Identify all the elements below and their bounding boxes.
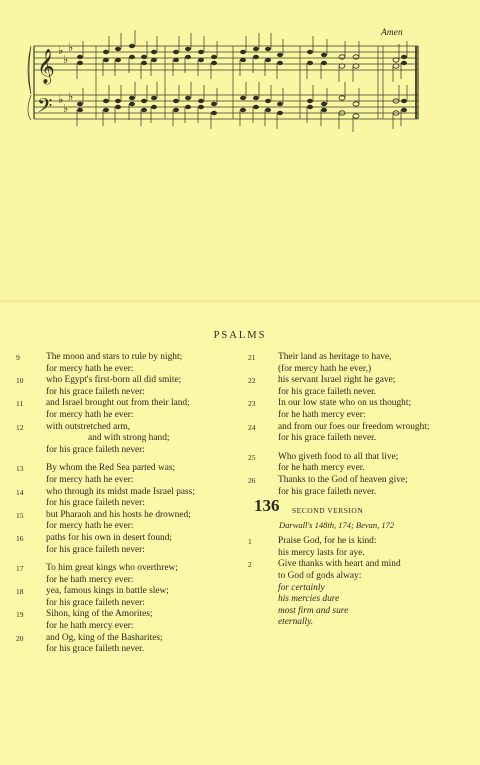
verse-text: and from our foes our freedom wrought; xyxy=(278,421,430,432)
verse-text: for he hath mercy ever. xyxy=(278,463,365,474)
verse-line xyxy=(248,433,476,445)
verse-line xyxy=(16,433,238,445)
verse-text: most firm and sure xyxy=(278,605,349,616)
verse-line xyxy=(248,617,476,629)
verse-line xyxy=(16,375,238,387)
verse-number: 23 xyxy=(248,399,256,409)
verse-text: who Egypt's first-born all did smite; xyxy=(46,375,182,386)
verse-line xyxy=(16,563,238,575)
verse-number: 15 xyxy=(16,510,24,520)
verse-number: 25 xyxy=(248,452,256,462)
verse-line xyxy=(248,548,476,560)
verse-line xyxy=(248,352,476,364)
verse-number: 9 xyxy=(16,353,20,362)
verse-line xyxy=(248,364,476,376)
verse-text: for he hath mercy ever: xyxy=(46,574,134,585)
verse-text: his mercy lasts for aye. xyxy=(278,547,365,558)
verse-text: Who giveth food to all that live; xyxy=(278,451,399,462)
stanza-gap xyxy=(248,445,476,452)
verse-text: for his grace faileth never. xyxy=(46,644,145,655)
verse-text: for his grace faileth never: xyxy=(46,544,145,555)
verse-text: In our low state who on us thought; xyxy=(278,398,412,409)
verse-text: for his grace faileth never. xyxy=(278,433,377,444)
verse-line xyxy=(16,575,238,587)
page-fold xyxy=(0,300,480,303)
right-column xyxy=(248,352,476,629)
verse-line xyxy=(248,571,476,583)
section-heading: PSALMS xyxy=(213,330,267,341)
verse-number: 10 xyxy=(16,376,24,386)
verse-number: 13 xyxy=(16,464,24,474)
verse-text: his servant Israel right he gave; xyxy=(278,375,396,386)
verse-line xyxy=(16,463,238,475)
verse-text: but Pharaoh and his hosts he drowned; xyxy=(46,509,191,520)
verse-text: for he hath mercy ever: xyxy=(46,621,134,632)
verse-line xyxy=(248,559,476,571)
verse-text: for his grace faileth never: xyxy=(46,498,145,509)
verse-line xyxy=(16,445,238,457)
verse-text: By whom the Red Sea parted was; xyxy=(46,463,176,474)
verse-line xyxy=(16,475,238,487)
hymn-header xyxy=(248,496,476,520)
verse-line xyxy=(16,598,238,610)
verse-line xyxy=(16,387,238,399)
svg-text:♭: ♭ xyxy=(63,103,69,115)
verse-line xyxy=(16,364,238,376)
tune-references: Darwall's 148th, 174; Bevan, 172 xyxy=(279,520,395,531)
verse-number: 20 xyxy=(16,633,24,643)
verse-number: 1 xyxy=(248,537,252,547)
verse-text: Sihon, king of the Amorites; xyxy=(46,609,153,620)
hymn-number: 136 xyxy=(254,496,280,516)
svg-text:♭: ♭ xyxy=(58,94,64,106)
verse-line xyxy=(16,545,238,557)
verse-line xyxy=(16,398,238,410)
verse-line xyxy=(16,609,238,621)
verse-line xyxy=(248,536,476,548)
verse-text: for mercy hath he ever: xyxy=(46,521,134,532)
verse-text: Praise God, for he is kind: xyxy=(278,536,377,547)
bass-clef-icon: 𝄢 xyxy=(37,94,53,122)
verse-text: Thanks to the God of heaven give; xyxy=(278,474,408,485)
music-score xyxy=(0,0,480,140)
verse-text: for he hath mercy ever: xyxy=(278,409,366,420)
verse-line xyxy=(248,606,476,618)
verse-line xyxy=(16,644,238,656)
amen-label: Amen xyxy=(381,28,403,38)
verse-number: 16 xyxy=(16,533,24,543)
verse-number: 17 xyxy=(16,564,24,574)
verse-line xyxy=(16,410,238,422)
verse-text: to God of gods alway: xyxy=(278,570,362,581)
verse-text: paths for his own in desert found; xyxy=(46,532,173,543)
verse-text: for mercy hath he ever: xyxy=(46,409,134,420)
left-column xyxy=(16,352,238,656)
verse-text: for his grace faileth never: xyxy=(46,386,145,397)
verse-line xyxy=(16,498,238,510)
verse-number: 21 xyxy=(248,353,256,362)
verse-number: 22 xyxy=(248,376,256,386)
verse-line xyxy=(248,487,476,499)
verse-number: 24 xyxy=(248,422,256,432)
verse-line xyxy=(16,586,238,598)
verse-number: 18 xyxy=(16,587,24,597)
verse-text: for his grace faileth never. xyxy=(278,386,377,397)
verse-text: Their land as heritage to have, xyxy=(278,352,392,362)
svg-text:♭: ♭ xyxy=(63,54,69,66)
verse-text: his mercies dure xyxy=(278,594,340,605)
treble-clef-icon: 𝄞 xyxy=(37,49,55,84)
verse-text: for certainly xyxy=(278,582,325,593)
verse-number: 12 xyxy=(16,422,24,432)
verse-line xyxy=(16,633,238,645)
hymn-version: SECOND VERSION xyxy=(292,506,364,516)
verse-text: for his grace faileth never: xyxy=(46,444,145,455)
stanza-gap xyxy=(16,556,238,563)
verse-line xyxy=(248,475,476,487)
verse-line xyxy=(248,583,476,595)
svg-text:♭: ♭ xyxy=(68,42,74,54)
verse-text: for mercy hath he ever: xyxy=(46,474,134,485)
verse-line xyxy=(16,533,238,545)
svg-text:♭: ♭ xyxy=(58,45,64,57)
verse-line xyxy=(16,352,238,364)
verse-line xyxy=(248,422,476,434)
verse-number: 2 xyxy=(248,560,252,570)
verse-number: 26 xyxy=(248,475,256,485)
verse-line xyxy=(248,398,476,410)
verse-text: for his grace faileth never. xyxy=(278,486,377,497)
verse-text: yea, famous kings in battle slew; xyxy=(46,586,169,597)
verse-line xyxy=(16,487,238,499)
verse-text: (for mercy hath he ever,) xyxy=(278,363,372,374)
verse-line xyxy=(16,621,238,633)
verse-text: for his grace faileth never: xyxy=(46,597,145,608)
verse-text: for mercy hath he ever: xyxy=(46,363,134,374)
verse-text: The moon and stars to rule by night; xyxy=(46,352,183,362)
verse-line xyxy=(248,375,476,387)
verse-line xyxy=(248,387,476,399)
verse-number: 11 xyxy=(16,399,24,409)
verse-line xyxy=(248,594,476,606)
svg-text:♭: ♭ xyxy=(68,91,74,103)
verse-line xyxy=(16,521,238,533)
verse-text: who through its midst made Israel pass; xyxy=(46,486,195,497)
verse-number: 19 xyxy=(16,610,24,620)
stanza-gap xyxy=(16,456,238,463)
verse-text: eternally. xyxy=(278,617,314,628)
verse-line xyxy=(248,452,476,464)
verse-line xyxy=(248,410,476,422)
verse-line xyxy=(16,422,238,434)
verse-text: and Israel brought out from their land; xyxy=(46,398,190,409)
verse-text: and Og, king of the Basharites; xyxy=(46,632,163,643)
verse-line xyxy=(16,510,238,522)
verse-text: with outstretched arm, xyxy=(46,421,131,432)
verse-text: Give thanks with heart and mind xyxy=(278,559,401,570)
verse-text: To him great kings who overthrew; xyxy=(46,563,178,574)
verse-text: and with strong hand; xyxy=(88,433,170,444)
verse-number: 14 xyxy=(16,487,24,497)
verse-line xyxy=(248,463,476,475)
